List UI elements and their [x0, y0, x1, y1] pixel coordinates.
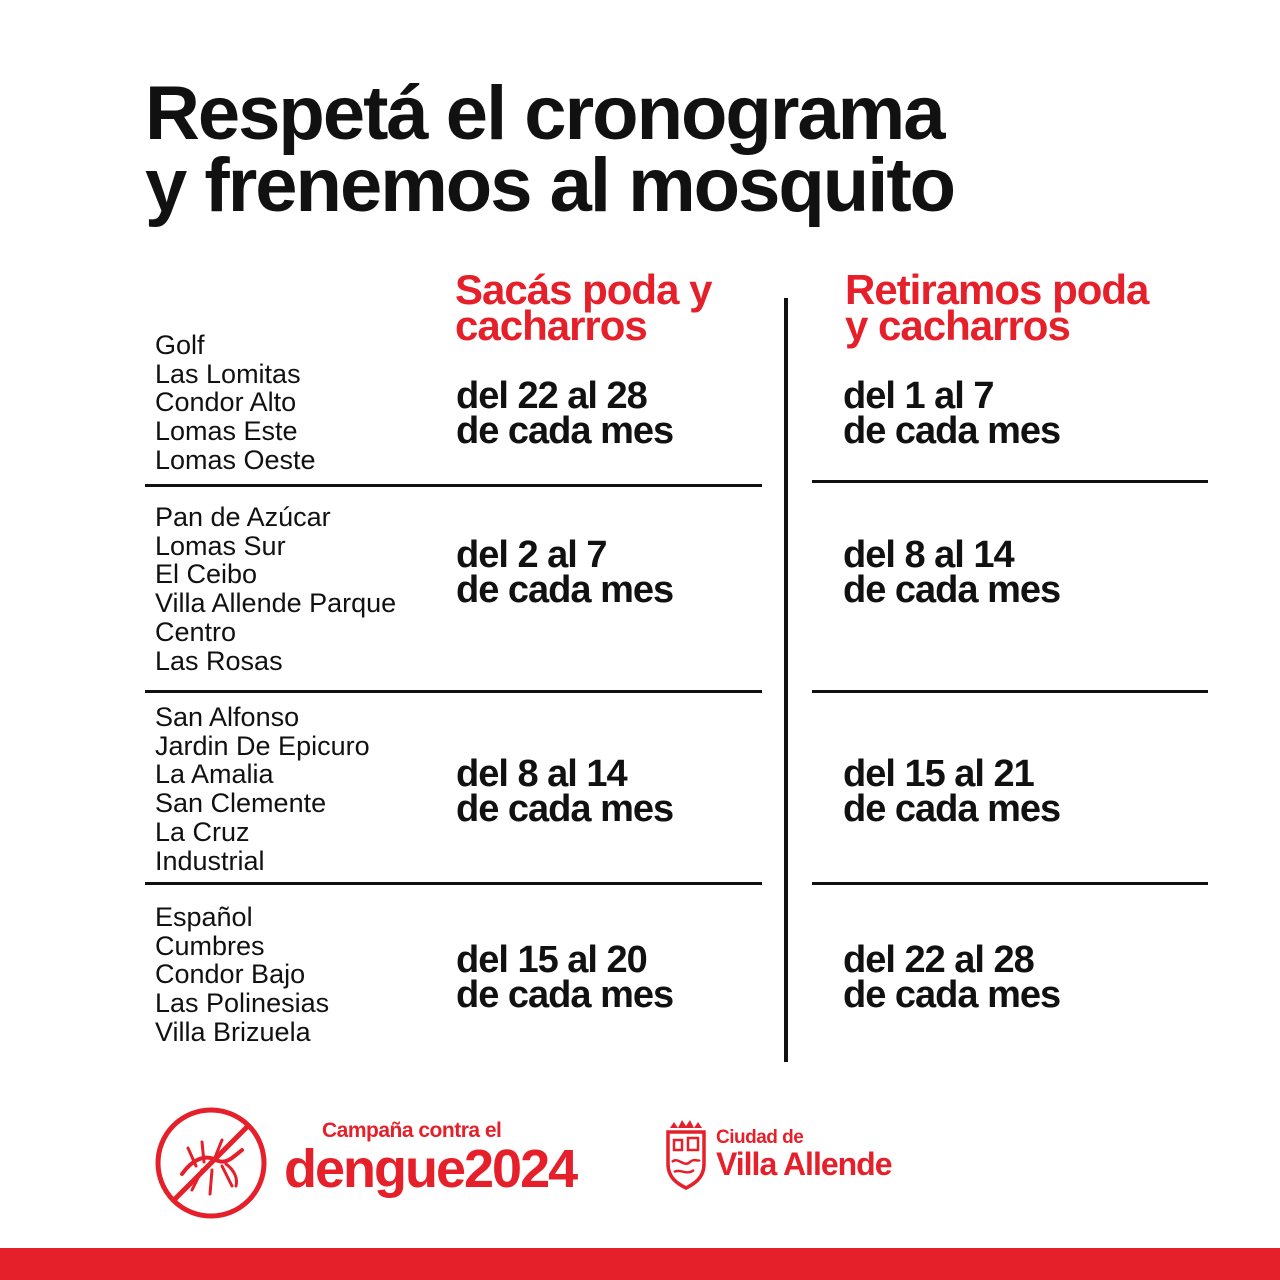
title-line-2: y frenemos al mosquito	[145, 143, 955, 228]
row-1-pickup-dates: del 1 al 7 de cada mes	[843, 375, 1061, 452]
column-divider	[784, 298, 788, 1062]
row-1-neighborhoods: Golf Las Lomitas Condor Alto Lomas Este Lomas Oeste	[155, 330, 316, 475]
row-divider-left	[145, 484, 762, 487]
row-divider-left	[145, 690, 762, 693]
city-crest-icon	[664, 1114, 708, 1190]
row-2-put-out-dates: del 2 al 7 de cada mes	[456, 534, 674, 611]
column-header-pickup: Retiramos poda y cacharros	[845, 266, 1149, 349]
campaign-subtitle: Campaña contra el	[322, 1119, 502, 1142]
row-4-put-out-dates: del 15 al 20 de cada mes	[456, 939, 674, 1016]
row-3-neighborhoods: San Alfonso Jardin De Epicuro La Amalia San Clemente La Cruz Industrial	[155, 702, 370, 876]
row-2-pickup-dates: del 8 al 14 de cada mes	[843, 534, 1061, 611]
campaign-brand	[284, 1119, 577, 1199]
row-4-pickup-dates: del 22 al 28 de cada mes	[843, 939, 1061, 1016]
city-subtitle: Ciudad de	[716, 1127, 804, 1148]
row-2-neighborhoods: Pan de Azúcar Lomas Sur El Ceibo Villa Allende Parque Centro Las Rosas	[155, 502, 397, 676]
page-title	[145, 71, 955, 228]
city-name: Villa Allende	[716, 1146, 892, 1182]
footer	[0, 1100, 1280, 1240]
campaign-name: dengue2024	[284, 1139, 577, 1199]
row-divider-right	[812, 690, 1208, 693]
row-divider-left	[145, 882, 762, 885]
city-brand	[716, 1128, 892, 1180]
row-4-neighborhoods: Español Cumbres Condor Bajo Las Polinesias Villa Brizuela	[155, 902, 330, 1047]
row-3-pickup-dates: del 15 al 21 de cada mes	[843, 753, 1061, 830]
row-3-put-out-dates: del 8 al 14 de cada mes	[456, 753, 674, 830]
row-divider-right	[812, 882, 1208, 885]
row-divider-right	[812, 480, 1208, 483]
mosquito-prohibited-icon	[152, 1104, 270, 1222]
title-line-1: Respetá el cronograma	[145, 71, 944, 156]
row-1-put-out-dates: del 22 al 28 de cada mes	[456, 375, 674, 452]
column-header-put-out: Sacás poda y cacharros	[455, 266, 712, 349]
bottom-accent-bar	[0, 1248, 1280, 1280]
